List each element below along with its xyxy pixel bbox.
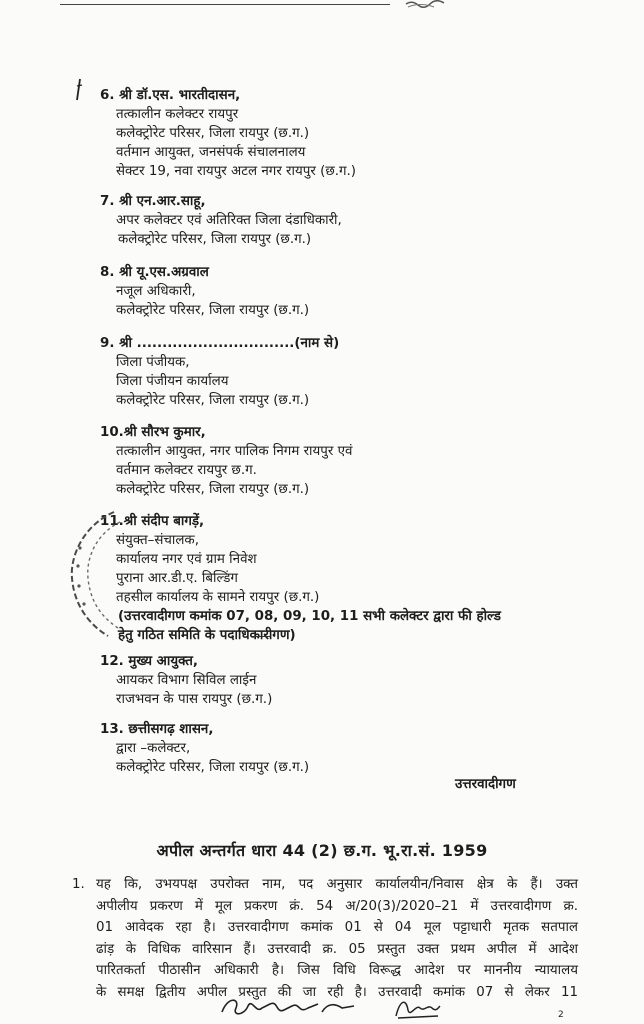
paragraph-line: 01 आवेदक रहा है। उत्तरवादीगण कमांक 01 से 04 मूल पट्टाधारी मृतक सतपाल [96, 920, 578, 936]
respondent-12 [100, 652, 624, 709]
signature [218, 994, 358, 1022]
paragraph-line: पारितकर्ता पीठासीन अधिकारी है। जिस विधि विरूद्ध आदेश पर माननीय न्यायालय [96, 963, 578, 979]
respondent-11 [100, 512, 624, 645]
address-line: कार्यालय नगर एवं ग्राम निवेश [116, 552, 257, 567]
address-line: सेक्टर 19, नवा रायपुर अटल नगर रायपुर (छ.ग.) [116, 164, 356, 179]
paragraph-line: के समक्ष द्वितीय अपील प्रस्तुत की जा रही है। उत्तरवादी कमांक 07 से लेकर 11 [96, 984, 578, 1000]
address-line: आयकर विभाग सिविल लाईन [116, 673, 257, 688]
address-line: नजूल अधिकारी, [116, 284, 196, 299]
respondent-6 [100, 86, 624, 181]
address-line: द्वारा –कलेक्टर, [116, 741, 191, 756]
respondent-name: 13. छत्तीसगढ़ शासन, [100, 722, 214, 737]
signature [392, 994, 442, 1022]
respondent-10 [100, 423, 624, 499]
respondents-label: उत्तरवादीगण [455, 777, 516, 792]
address-line: अपर कलेक्टर एवं अतिरिक्त जिला दंडाधिकारी, [116, 213, 342, 228]
address-line: पुराना आर.डी.ए. बिल्डिंग [116, 571, 238, 586]
respondents-note: (उत्तरवादीगण कमांक 07, 08, 09, 10, 11 सभी कलेक्टर द्वारा फी होल्ड [118, 609, 501, 624]
address-line: कलेक्ट्रोरेट परिसर, जिला रायपुर (छ.ग.) [116, 760, 310, 775]
top-scribble [404, 0, 446, 8]
address-line: राजभवन के पास रायपुर (छ.ग.) [116, 692, 273, 707]
address-line: कलेक्ट्रोरेट परिसर, जिला रायपुर (छ.ग.) [116, 482, 310, 497]
address-line: कलेक्ट्रोरेट परिसर, जिला रायपुर (छ.ग.) [116, 393, 310, 408]
dash-mark [254, 636, 270, 637]
respondent-13 [100, 720, 624, 777]
address-line: कलेक्ट्रोरेट परिसर, जिला रायपुर (छ.ग.) [116, 126, 310, 141]
page-number: 2 [558, 1010, 564, 1020]
respondent-name: 6. श्री डॉ.एस. भारतीदासन, [100, 88, 241, 103]
address-line: संयुक्त–संचालक, [116, 533, 199, 548]
address-line: तत्कालीन कलेक्टर रायपुर [116, 107, 239, 122]
address-line: तत्कालीन आयुक्त, नगर पालिक निगम रायपुर एवं [116, 444, 353, 459]
respondents-note: हेतु गठित समिति के पदाधिकारीगण) [118, 628, 296, 643]
address-line: तहसील कार्यालय के सामने रायपुर (छ.ग.) [116, 590, 320, 605]
respondent-name: 8. श्री यू.एस.अग्रवाल [100, 265, 209, 280]
respondent-name: 11.श्री संदीप बागड़ें, [100, 514, 205, 529]
respondent-name: 7. श्री एन.आर.साहू, [100, 194, 206, 209]
address-line: जिला पंजीयन कार्यालय [116, 374, 229, 389]
paragraph-line: अपीलीय प्रकरण में मूल प्रकरण क्रं. 54 अ/20(3)/2020–21 में उत्तरवादीगण क्र. [96, 898, 578, 914]
seal-stamp [62, 508, 122, 638]
address-line: कलेक्ट्रोरेट परिसर, जिला रायपुर (छ.ग.) [118, 232, 312, 247]
respondent-name: 12. मुख्य आयुक्त, [100, 654, 198, 669]
respondent-name: 9. श्री ...............................(नाम से) [100, 336, 340, 351]
paragraph-1 [72, 874, 578, 1004]
respondent-name: 10.श्री सौरभ कुमार, [100, 425, 206, 440]
address-line: वर्तमान आयुक्त, जनसंपर्क संचालनालय [116, 145, 306, 160]
address-line: जिला पंजीयक, [116, 355, 190, 370]
margin-mark [74, 78, 84, 102]
paragraph-line: यह कि, उभयपक्ष उपरोक्त नाम, पद अनुसार कार्यालयीन/निवास क्षेत्र के हैं। उक्त [96, 877, 578, 892]
respondent-8 [100, 263, 624, 320]
section-title: अपील अन्तर्गत धारा 44 (2) छ.ग. भू.रा.सं. 1959 [156, 841, 488, 860]
paragraph-line: ढांड़ के विधिक वारिसान हैं। उत्तरवादी क्र. 05 प्रस्तुत उक्त प्रथम अपील में आदेश [96, 941, 578, 957]
paragraph-number: 1. [72, 877, 85, 892]
top-rule [60, 4, 390, 5]
address-line: कलेक्ट्रोरेट परिसर, जिला रायपुर (छ.ग.) [116, 303, 310, 318]
respondent-9 [100, 334, 624, 410]
respondent-7 [100, 192, 624, 249]
address-line: वर्तमान कलेक्टर रायपुर छ.ग. [116, 463, 257, 478]
